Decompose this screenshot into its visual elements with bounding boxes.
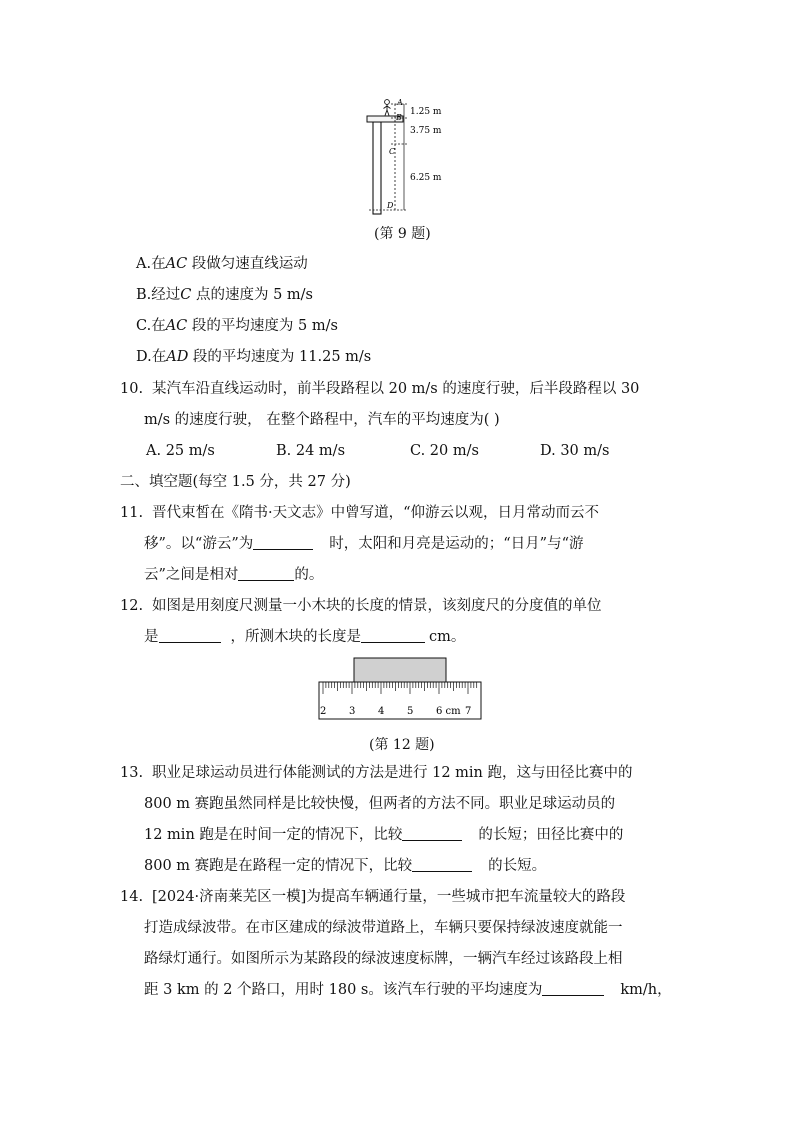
wooden-block — [354, 658, 446, 682]
q13-line-4 — [144, 856, 546, 876]
label-a: A — [397, 98, 403, 107]
label-d: D — [387, 201, 394, 210]
answer-blank[interactable] — [412, 856, 472, 872]
q14-line-3: 路绿灯通行。如图所示为某路段的绿波速度标牌，一辆汽车经过该路段上相 — [144, 951, 623, 967]
text-segment: 是 — [144, 629, 159, 645]
option-text: 段的平均速度为 5 m/s — [187, 318, 338, 334]
q12-line-2 — [144, 627, 465, 647]
text-segment: km/h， — [620, 982, 672, 998]
option-letter: D. — [136, 349, 152, 365]
dim-cd: 6.25 m — [410, 173, 442, 183]
ruler-label-6cm: 6 cm — [436, 706, 461, 717]
q13-line-1: 职业足球运动员进行体能测试的方法是进行 12 min 跑，这与田径比赛中的 — [152, 765, 633, 781]
q9-option-b — [136, 285, 313, 305]
q10-line-1: 某汽车沿直线运动时，前半段路程以 20 m/s 的速度行驶，后半段路程以 30 — [152, 381, 640, 397]
figure-12-ruler — [316, 656, 484, 722]
q11-line-3 — [144, 565, 323, 585]
answer-blank[interactable] — [238, 565, 294, 581]
q14-line-1: [2024·济南莱芜区一模]为提高车辆通行量，一些城市把车流量较大的路段 — [152, 889, 626, 905]
ruler-label-3: 3 — [349, 706, 356, 717]
q10-option-a: A. 25 m/s — [146, 443, 215, 459]
option-segment: C — [180, 287, 192, 303]
option-text: 段的平均速度为 11.25 m/s — [188, 349, 372, 365]
q12-number: 12. — [120, 598, 144, 614]
text-segment: 移”。以“游云”为 — [144, 536, 254, 552]
option-text: 在 — [151, 318, 166, 334]
answer-blank[interactable] — [361, 627, 425, 643]
text-segment: 距 3 km 的 2 个路口，用时 180 s。该汽车行驶的平均速度为 — [144, 982, 543, 998]
q14-line-4 — [144, 980, 672, 1000]
jumper-icon — [384, 100, 391, 116]
option-segment: AC — [165, 318, 188, 334]
option-text: 点的速度为 5 m/s — [191, 287, 314, 303]
ruler-label-5: 5 — [407, 706, 414, 717]
q10-option-b: B. 24 m/s — [276, 443, 346, 459]
option-letter: A. — [136, 256, 152, 272]
option-segment: AC — [165, 256, 188, 272]
text-segment: 12 min 跑是在时间一定的情况下，比较 — [144, 827, 403, 843]
option-text: 经过 — [151, 287, 181, 303]
q13-line-3 — [144, 825, 623, 845]
text-segment: cm。 — [429, 629, 466, 645]
dim-ab: 1.25 m — [410, 107, 442, 117]
option-letter: C. — [136, 318, 152, 334]
ruler-label-4: 4 — [378, 706, 385, 717]
option-letter: B. — [136, 287, 152, 303]
q14-number: 14. — [120, 889, 144, 905]
label-c: C — [389, 147, 396, 156]
text-segment: 云”之间是相对 — [144, 567, 239, 583]
ruler-label-2: 2 — [320, 706, 327, 717]
option-text: 在 — [151, 349, 167, 365]
text-segment: 800 m 赛跑是在路程一定的情况下，比较 — [144, 858, 413, 874]
q10-number: 10. — [120, 381, 144, 397]
text-segment: 的。 — [294, 567, 324, 583]
q9-option-a — [136, 254, 308, 274]
option-text: 在 — [151, 256, 166, 272]
figure-9-caption: (第 9 题) — [374, 226, 431, 242]
text-segment: 的长短。 — [488, 858, 547, 874]
text-segment: 时，太阳和月亮是运动的；“日月”与“游 — [329, 536, 584, 552]
dim-bc: 3.75 m — [410, 126, 442, 136]
q13-line-2: 800 m 赛跑虽然同样是比较快慢，但两者的方法不同。职业足球运动员的 — [144, 796, 616, 812]
ruler-label-7: 7 — [465, 706, 472, 717]
q10-option-c: C. 20 m/s — [410, 443, 479, 459]
q9-option-c — [136, 316, 338, 336]
answer-blank[interactable] — [253, 534, 313, 550]
tower-pole — [373, 122, 381, 214]
option-text: 段做匀速直线运动 — [187, 256, 308, 272]
q11-number: 11. — [120, 505, 144, 521]
answer-blank[interactable] — [402, 825, 462, 841]
q10-option-d: D. 30 m/s — [540, 443, 610, 459]
q13-number: 13. — [120, 765, 144, 781]
q14-line-2: 打造成绿波带。在市区建成的绿波带道路上，车辆只要保持绿波速度就能一 — [144, 920, 623, 936]
answer-blank[interactable] — [542, 980, 604, 996]
figure-12-caption: (第 12 题) — [369, 737, 435, 753]
section-2-title: 二、填空题(每空 1.5 分，共 27 分) — [120, 474, 351, 490]
q11-line-2 — [144, 534, 584, 554]
answer-blank[interactable] — [159, 627, 221, 643]
figure-9-tower-diagram — [360, 96, 470, 216]
option-segment: AD — [166, 349, 189, 365]
q10-line-2: m/s 的速度行驶， 在整个路程中，汽车的平均速度为( ) — [144, 412, 500, 428]
label-b: B — [396, 113, 402, 122]
q11-line-1: 晋代束皙在《隋书·天文志》中曾写道，“仰游云以观，日月常动而云不 — [152, 505, 600, 521]
q9-option-d — [136, 347, 371, 367]
text-segment: 的长短；田径比赛中的 — [478, 827, 624, 843]
q12-line-1: 如图是用刻度尺测量一小木块的长度的情景，该刻度尺的分度值的单位 — [152, 598, 602, 614]
text-segment: ，所测木块的长度是 — [230, 629, 361, 645]
